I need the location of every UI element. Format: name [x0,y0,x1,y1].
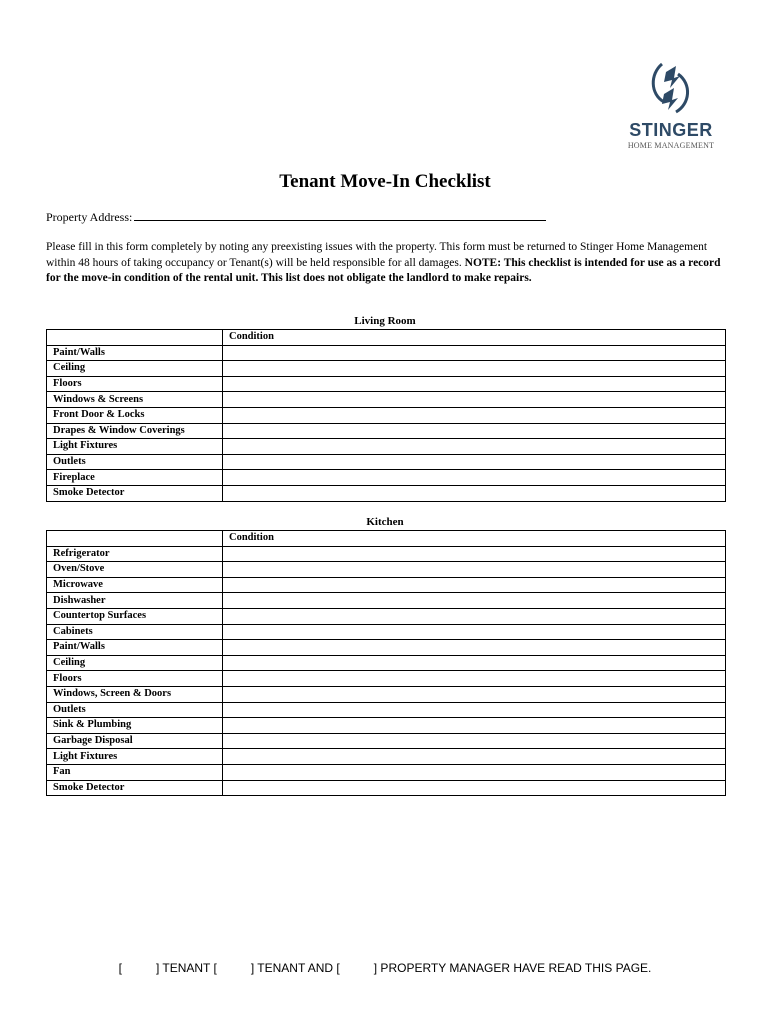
item-label: Floors [47,376,223,392]
item-label: Light Fixtures [47,749,223,765]
table-row [47,624,726,640]
condition-field[interactable] [223,577,726,593]
condition-field[interactable] [223,780,726,796]
condition-field[interactable] [223,392,726,408]
condition-field[interactable] [223,593,726,609]
condition-field[interactable] [223,608,726,624]
table-row [47,485,726,501]
table-row [47,733,726,749]
ack-part-2: ] TENANT [ [155,961,217,975]
item-label: Fan [47,764,223,780]
condition-field[interactable] [223,764,726,780]
table-row [47,562,726,578]
condition-header: Condition [223,330,726,346]
item-label: Floors [47,671,223,687]
item-label: Paint/Walls [47,345,223,361]
item-label: Paint/Walls [47,640,223,656]
table-row [47,423,726,439]
kitchen-title: Kitchen [366,516,404,528]
table-row [47,470,726,486]
instructions-text: Please fill in this form completely by noting any preexisting issues with the property. This form must be returned to Stinger Home Management within 48 hours of taking occupancy or Tenant(s) will be held responsible for all damages. [46,241,708,269]
condition-field[interactable] [223,686,726,702]
condition-field[interactable] [223,671,726,687]
condition-field[interactable] [223,733,726,749]
instructions [46,240,726,287]
table-row [47,546,726,562]
table-row [47,577,726,593]
acknowledgement-line [0,961,770,975]
table-row [47,749,726,765]
item-label: Front Door & Locks [47,407,223,423]
property-address-field[interactable] [134,210,546,221]
item-label: Light Fixtures [47,439,223,455]
header-blank-cell [47,330,223,346]
logo-subtitle: HOME MANAGEMENT [627,141,715,150]
condition-field[interactable] [223,439,726,455]
table-row [47,655,726,671]
ack-part-1: [ [118,961,122,975]
item-label: Cabinets [47,624,223,640]
condition-field[interactable] [223,702,726,718]
table-row [47,345,726,361]
table-row [47,361,726,377]
item-label: Refrigerator [47,546,223,562]
condition-field[interactable] [223,485,726,501]
instructions-note: NOTE: This checklist is intended for use as a record for the move-in condition of the rental unit. This list does not obligate the landlord to make repairs. [46,256,721,284]
item-label: Oven/Stove [47,562,223,578]
table-row [47,780,726,796]
item-label: Fireplace [47,470,223,486]
table-row [47,376,726,392]
table-row [47,608,726,624]
item-label: Outlets [47,702,223,718]
table-row [47,718,726,734]
table-row [47,593,726,609]
item-label: Ceiling [47,361,223,377]
condition-field[interactable] [223,640,726,656]
item-label: Garbage Disposal [47,733,223,749]
item-label: Drapes & Window Coverings [47,423,223,439]
ack-part-3: ] TENANT AND [ [250,961,340,975]
living-room-title: Living Room [354,315,416,327]
condition-field[interactable] [223,454,726,470]
table-row [47,764,726,780]
condition-field[interactable] [223,423,726,439]
table-row [47,454,726,470]
condition-field[interactable] [223,749,726,765]
condition-field[interactable] [223,345,726,361]
header-blank-cell [47,531,223,547]
condition-field[interactable] [223,718,726,734]
table-row [47,407,726,423]
table-header-row [47,531,726,547]
condition-field[interactable] [223,470,726,486]
condition-header: Condition [223,531,726,547]
stinger-logo-icon [648,58,694,118]
item-label: Microwave [47,577,223,593]
condition-field[interactable] [223,624,726,640]
table-row [47,439,726,455]
condition-field[interactable] [223,655,726,671]
item-label: Windows, Screen & Doors [47,686,223,702]
stinger-logo [612,58,730,154]
table-header-row [47,330,726,346]
item-label: Outlets [47,454,223,470]
condition-field[interactable] [223,546,726,562]
kitchen-table [46,530,726,796]
condition-field[interactable] [223,562,726,578]
item-label: Sink & Plumbing [47,718,223,734]
condition-field[interactable] [223,361,726,377]
item-label: Countertop Surfaces [47,608,223,624]
condition-field[interactable] [223,407,726,423]
table-row [47,686,726,702]
item-label: Dishwasher [47,593,223,609]
item-label: Smoke Detector [47,485,223,501]
item-label: Ceiling [47,655,223,671]
table-row [47,702,726,718]
logo-brand-name: STINGER [629,120,713,140]
condition-field[interactable] [223,376,726,392]
page-title: Tenant Move-In Checklist [279,171,491,192]
table-row [47,392,726,408]
property-address-label: Property Address: [46,210,133,224]
living-room-table [46,329,726,502]
item-label: Smoke Detector [47,780,223,796]
item-label: Windows & Screens [47,392,223,408]
property-address [46,210,546,225]
table-row [47,671,726,687]
ack-part-4: ] PROPERTY MANAGER HAVE READ THIS PAGE. [373,961,652,975]
table-row [47,640,726,656]
